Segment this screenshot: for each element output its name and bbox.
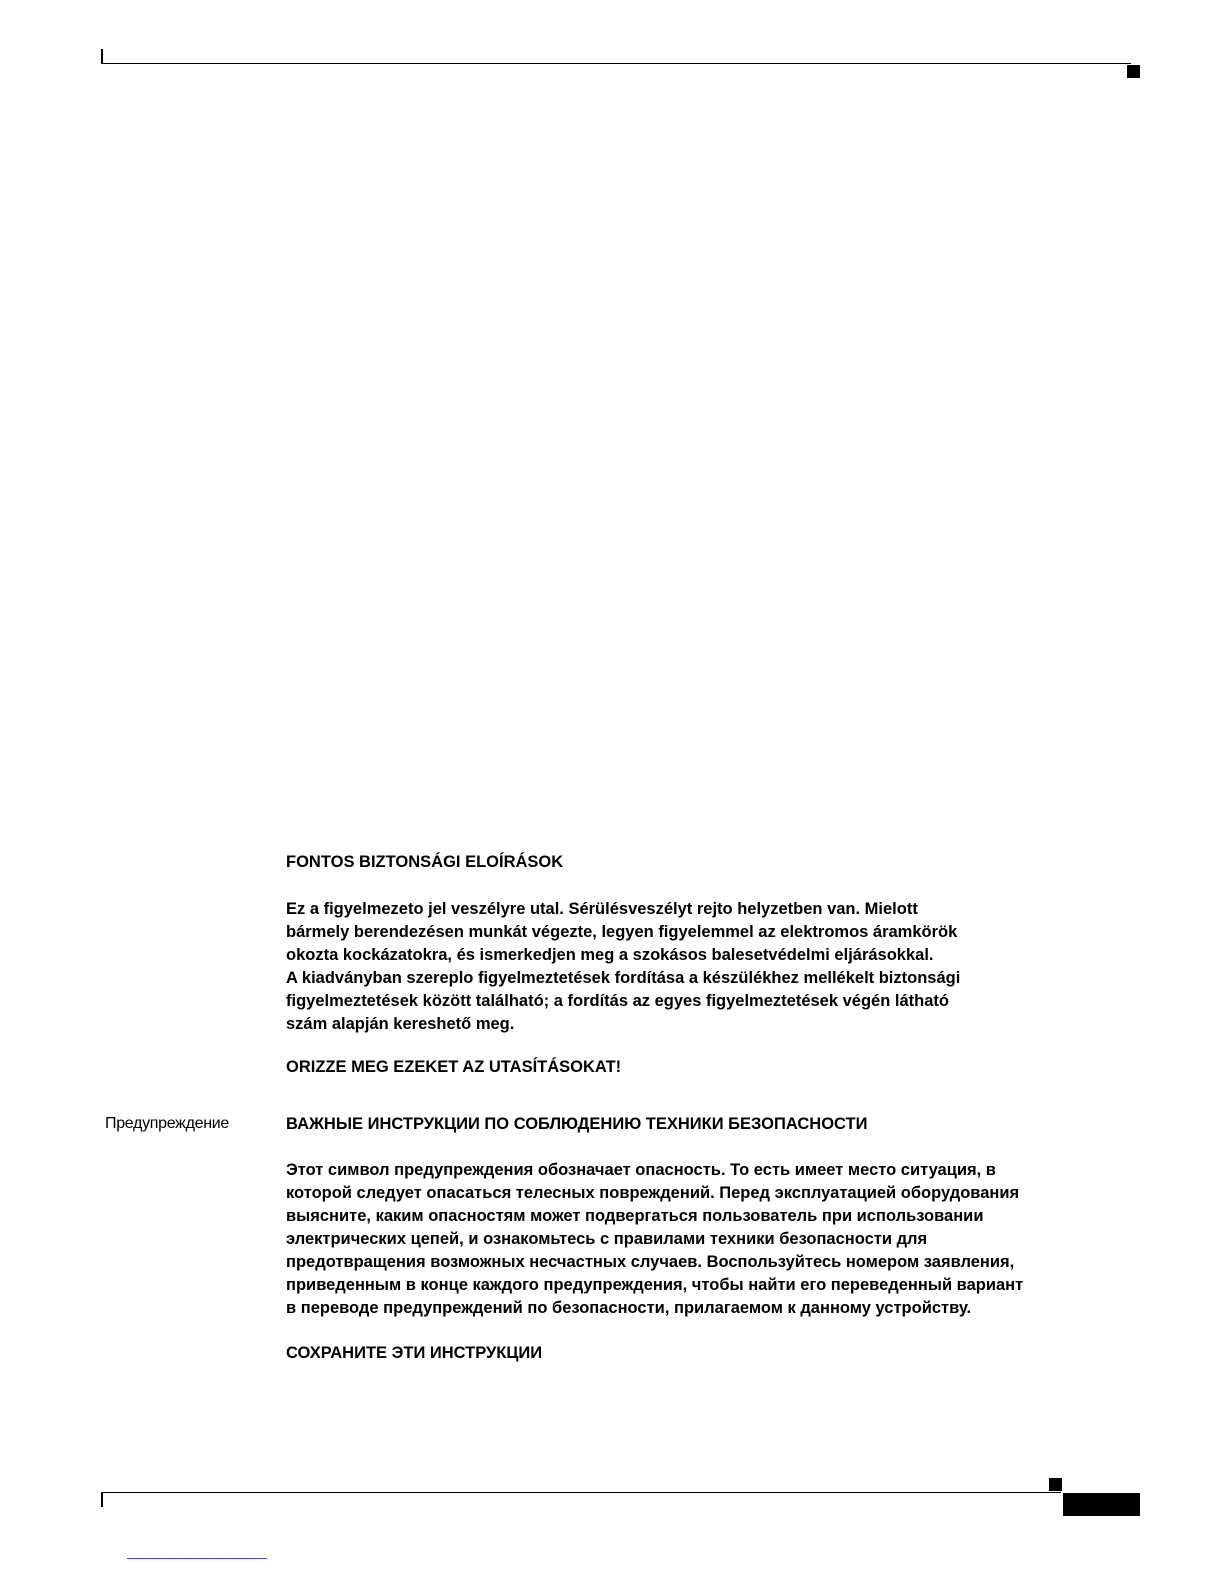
russian-line-2: которой следует опасаться телесных повреждений. Перед эксплуатацией оборудования: [286, 1184, 1020, 1202]
footer-link-underline[interactable]: [127, 1558, 267, 1559]
hungarian-line-5: figyelmeztetések között található; a fordítás az egyes figyelmeztetések végén látható: [286, 992, 949, 1010]
hungarian-body: [286, 898, 1146, 1036]
hungarian-line-3: okozta kockázatokra, és ismerkedjen meg a szokásos balesetvédelmi eljárásokkal.: [286, 946, 934, 964]
hungarian-line-1: Ez a figyelmezeto jel veszélyre utal. Sérülésveszélyt rejto helyzetben van. Mielott: [286, 900, 918, 918]
russian-heading: ВАЖНЫЕ ИНСТРУКЦИИ ПО СОБЛЮДЕНИЮ ТЕХНИКИ БЕЗОПАСНОСТИ: [286, 1115, 868, 1133]
header-rule-tick: [101, 49, 103, 64]
russian-line-1: Этот символ предупреждения обозначает опасность. То есть имеет место ситуация, в: [286, 1161, 996, 1179]
russian-line-7: в переводе предупреждений по безопасности, прилагаемом к данному устройству.: [286, 1299, 972, 1317]
russian-line-4: электрических цепей, и ознакомьтесь с правилами техники безопасности для: [286, 1230, 928, 1248]
footer-rule: [101, 1492, 1061, 1493]
footer-corner-mark: [1049, 1478, 1062, 1491]
hungarian-line-6: szám alapján kereshető meg.: [286, 1015, 515, 1033]
russian-closing-block: [286, 1342, 1146, 1365]
header-corner-mark: [1127, 65, 1140, 78]
header-rule: [101, 63, 1131, 64]
footer-rule-tick: [101, 1493, 103, 1507]
russian-line-3: выясните, каким опасностям может подвергаться пользователь при использовании: [286, 1207, 984, 1225]
hungarian-closing: ORIZZE MEG EZEKET AZ UTASÍTÁSOKAT!: [286, 1058, 622, 1076]
russian-line-5: предотвращения возможных несчастных случаев. Воспользуйтесь номером заявления,: [286, 1253, 1015, 1271]
page-number-tab: [1063, 1493, 1140, 1516]
russian-warning: [286, 1113, 1146, 1136]
russian-body: [286, 1159, 1146, 1320]
hungarian-line-4: A kiadványban szereplo figyelmeztetések fordítása a készülékhez mellékelt biztonsági: [286, 969, 961, 987]
hungarian-warning: [286, 851, 1146, 874]
hungarian-closing-block: [286, 1056, 1146, 1079]
russian-warning-label: Предупреждение: [105, 1115, 229, 1132]
russian-closing: СОХРАНИТЕ ЭТИ ИНСТРУКЦИИ: [286, 1344, 543, 1362]
hungarian-line-2: bármely berendezésen munkát végezte, legyen figyelemmel az elektromos áramkörök: [286, 923, 958, 941]
hungarian-heading: FONTOS BIZTONSÁGI ELOÍRÁSOK: [286, 853, 564, 871]
russian-line-6: приведенным в конце каждого предупреждения, чтобы найти его переведенный вариант: [286, 1276, 1024, 1294]
